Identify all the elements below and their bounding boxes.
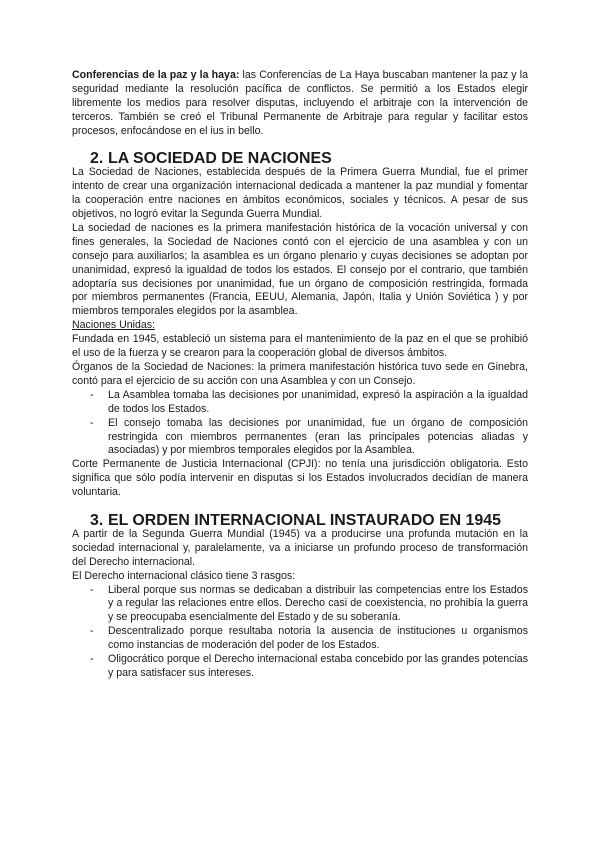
section-3-bullet-3: - Oligocrático porque el Derecho internacional estaba concebido por las grandes potencias y para satisfacer sus intereses. bbox=[108, 653, 528, 681]
section-2-number: 2. bbox=[90, 150, 104, 168]
section-2-paragraph-1: La Sociedad de Naciones, establecida después de la Primera Guerra Mundial, fue el primer intento de crear una organización internacional dedicada a mantener la paz mundial y fomentar la cooperación entre naciones en ámbitos económicos, sociales y técnicos. A pesar de sus objetivos, no logró evitar la Segunda Guerra Mundial. bbox=[72, 166, 528, 221]
section-2-heading bbox=[72, 152, 528, 166]
document-body bbox=[72, 69, 528, 681]
section-2-paragraph-4: Órganos de la Sociedad de Naciones: la primera manifestación histórica tuvo sede en Ginebra, contó para el ejercicio de su acción con una Asamblea y con un Consejo. bbox=[72, 361, 528, 387]
section-2-paragraph-5: Corte Permanente de Justicia Internacional (CPJI): no tenía una jurisdicción obligatoria. Esto significa que sólo podía intervenir en disputas si los Estados involucrados decidían de manera voluntaria. bbox=[72, 458, 528, 499]
section-3-title: EL ORDEN INTERNACIONAL INSTAURADO EN 1945 bbox=[108, 511, 501, 529]
intro-lead: Conferencias de la paz y la haya: bbox=[72, 69, 240, 81]
section-3-bullet-list bbox=[72, 584, 528, 681]
naciones-unidas-label-text: Naciones Unidas: bbox=[72, 319, 156, 332]
intro-text: las Conferencias de La Haya buscaban mantener la paz y la seguridad mediante la resolución pacífica de conflictos. Se permitió a los Estados elegir libremente los medios para resolver disputas, incluyendo el arbitraje con la intervención de terceros. También se creó el Tribunal Permanente de Arbitraje para regular y facilitar estos procesos, enfocándose en el ius in bello. bbox=[72, 69, 528, 137]
section-3-number: 3. bbox=[90, 511, 104, 529]
intro-paragraph bbox=[72, 69, 528, 139]
section-2-bullet-2: - El consejo tomaba las decisiones por unanimidad, fue un órgano de composición restringida con miembros permanentes (eran las principales potencias aliadas y asociadas) y por miembros temporales elegidos por la Asamblea. bbox=[108, 417, 528, 459]
section-2-bullet-list bbox=[72, 389, 528, 459]
section-2-title: LA SOCIEDAD DE NACIONES bbox=[108, 150, 332, 168]
naciones-unidas-label bbox=[72, 319, 528, 333]
section-2-paragraph-3: Fundada en 1945, estableció un sistema para el mantenimiento de la paz en el que se prohibió el uso de la fuerza y se crearon para la cooperación global de diversos ámbitos. bbox=[72, 333, 528, 360]
section-3-paragraph-2: El Derecho internacional clásico tiene 3 rasgos: bbox=[72, 569, 296, 582]
section-3-bullet-1: - Liberal porque sus normas se dedicaban a distribuir las competencias entre los Estados y a regular las relaciones entre ellos. Derecho casi de coexistencia, no prohibía la guerra y se preocupaba esencialmente del Estado y de su soberanía. bbox=[108, 584, 528, 626]
section-2-paragraph-2: La sociedad de naciones es la primera manifestación histórica de la vocación universal y con fines generales, la Sociedad de Naciones contó con el ejercicio de una asamblea y con un consejo para auxiliarlos; la asamblea es un órgano plenario y cuyas decisiones se adoptan por unanimidad, expresó la igualdad de todos los estados. El consejo por el contrario, que también adoptaría sus decisiones por unanimidad, fue un órgano de composición restringida, formada por miembros permanentes (Francia, EEUU, Alemania, Japón, Italia y Unión Soviética ) y por miembros temporales elegidos por la asamblea. bbox=[72, 221, 528, 318]
section-2-bullet-1: - La Asamblea tomaba las decisiones por unanimidad, expresó la aspiración a la igualdad de todos los Estados. bbox=[108, 389, 528, 417]
section-3-heading bbox=[72, 511, 528, 529]
section-3-bullet-2: - Descentralizado porque resultaba notoria la ausencia de instituciones u organismos como instancias de moderación del poder de los Estados. bbox=[108, 625, 528, 653]
section-3-paragraph-1: A partir de la Segunda Guerra Mundial (1945) va a producirse una profunda mutación en la sociedad internacional y, paralelamente, va a iniciarse un profundo proceso de transformación del Derecho internacional. bbox=[72, 527, 528, 568]
